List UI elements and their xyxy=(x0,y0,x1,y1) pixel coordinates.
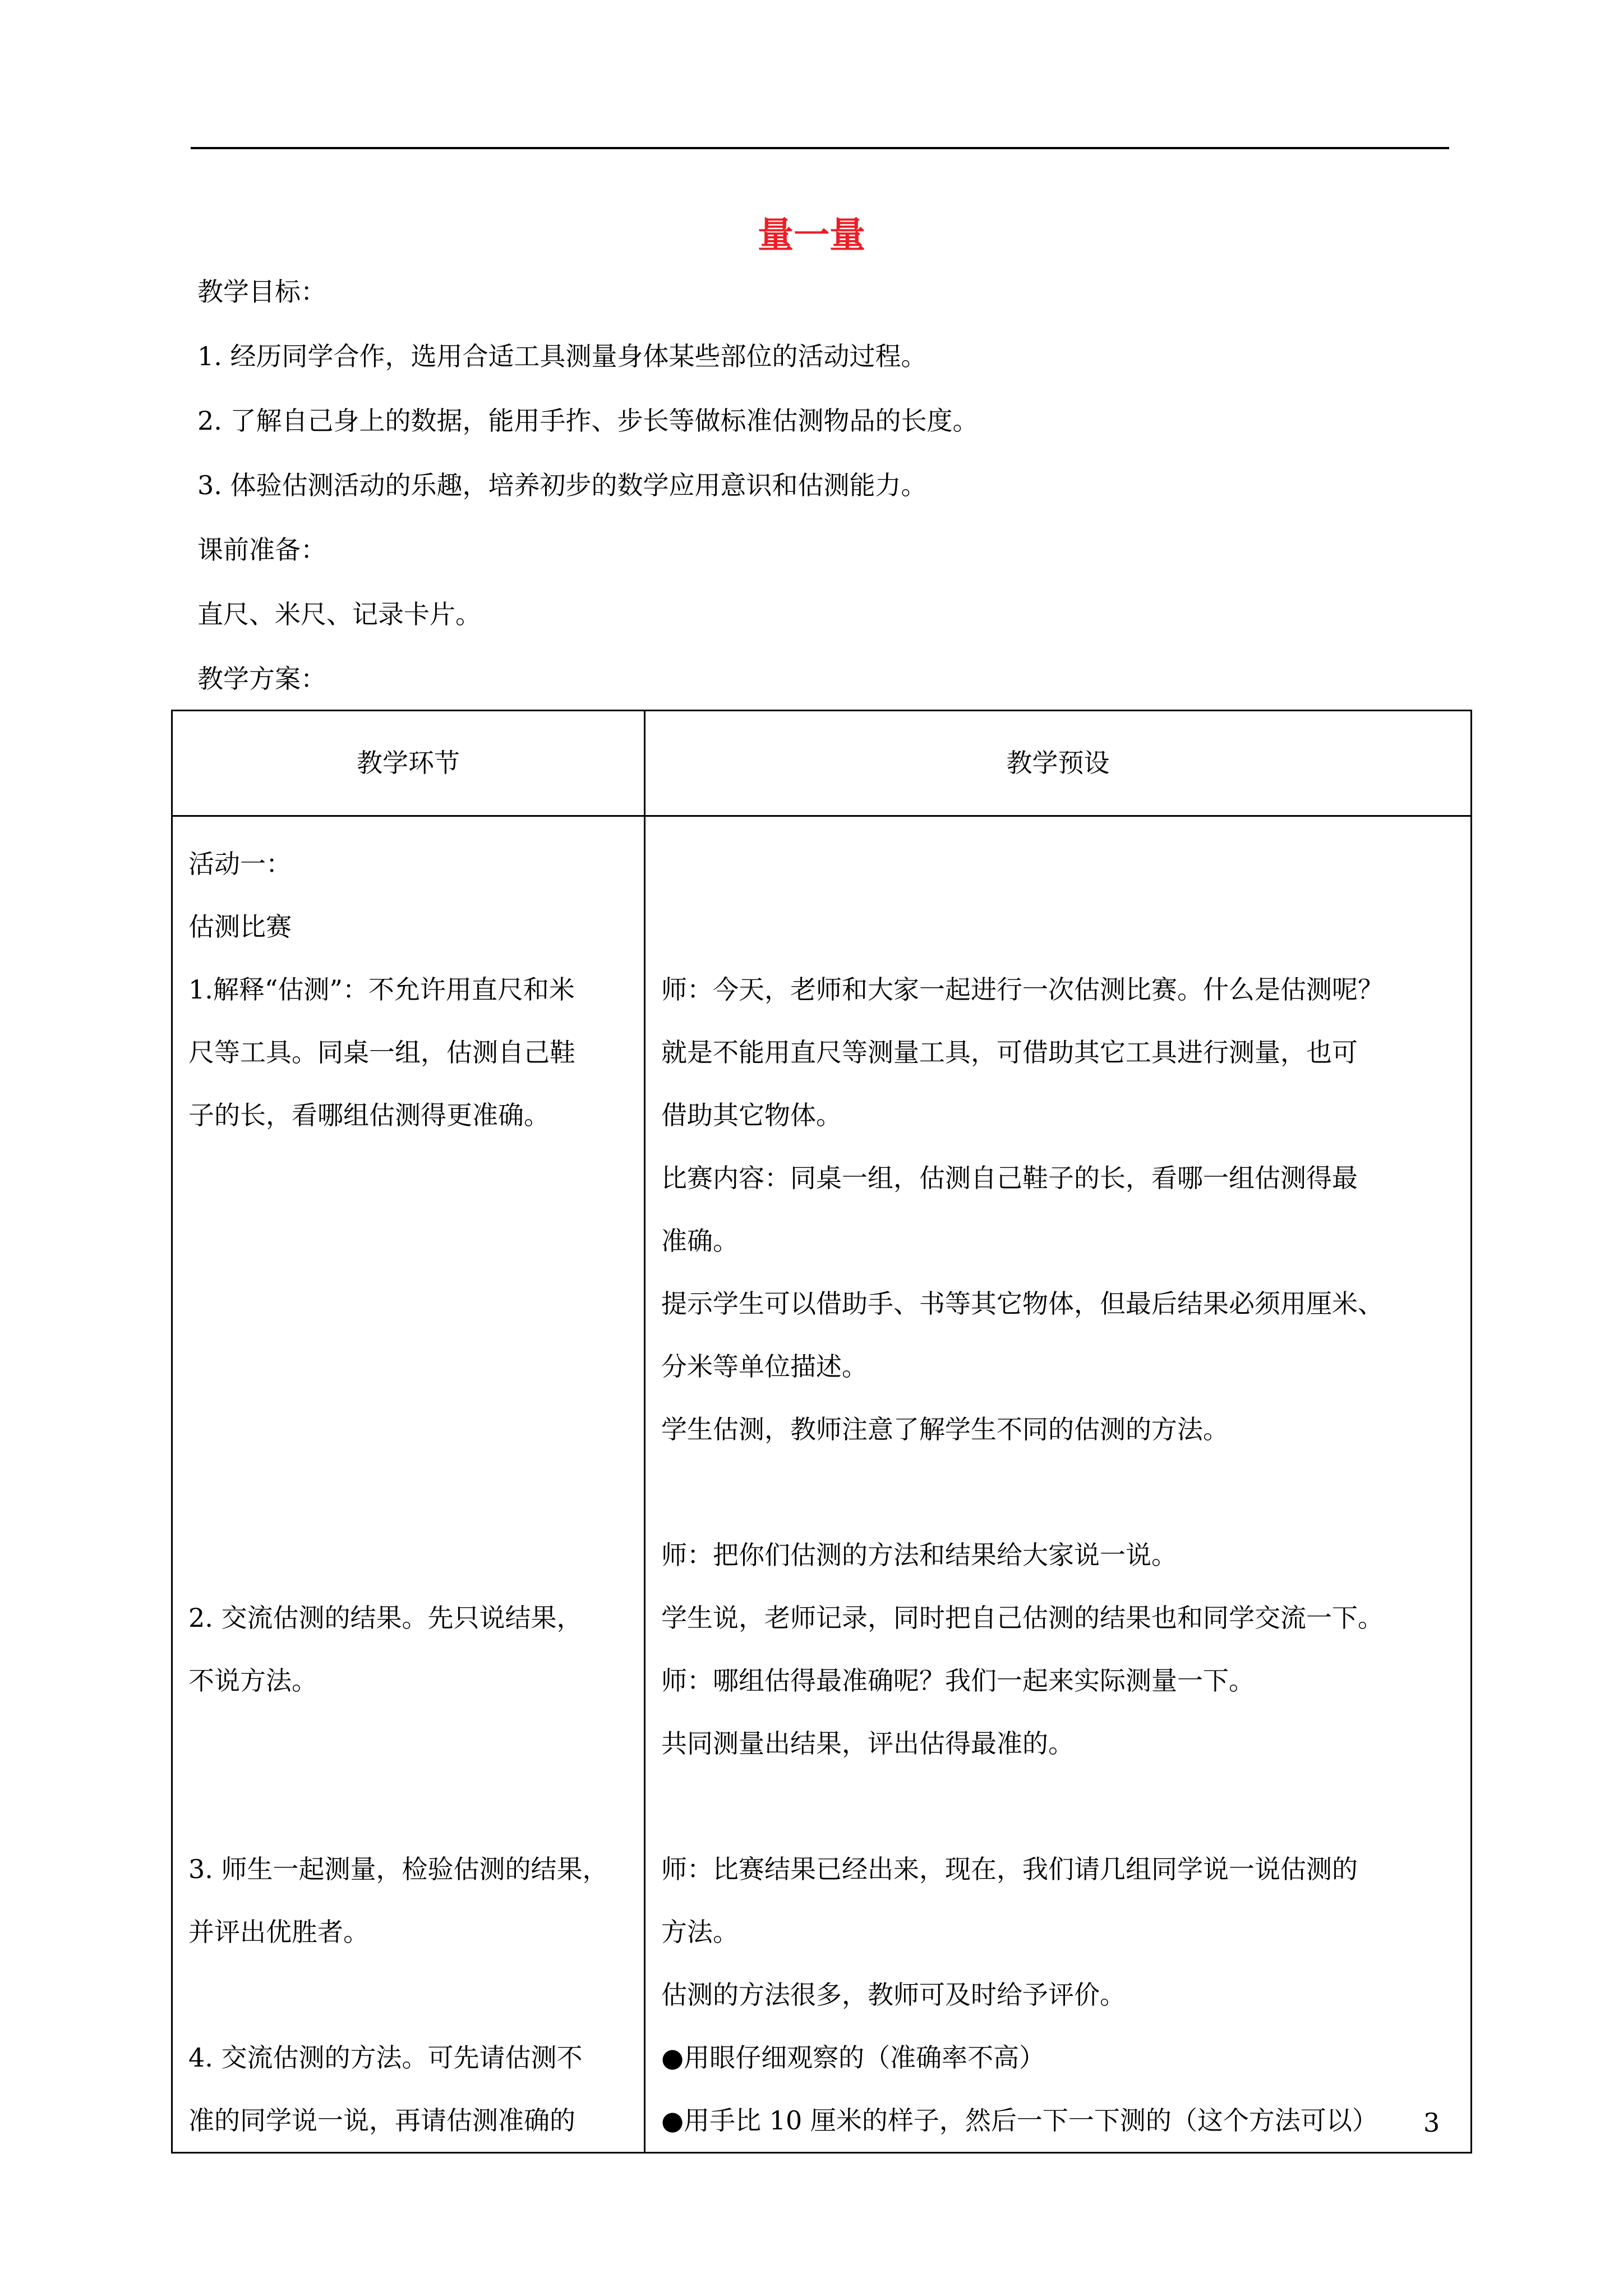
table-cell-line: 提示学生可以借助手、书等其它物体，但最后结果必须用厘米、 xyxy=(661,1289,1384,1319)
header-teaching-step: 教学环节 xyxy=(172,711,645,816)
table-cell-line: 师：把你们估测的方法和结果给大家说一说。 xyxy=(661,1540,1177,1570)
table-cell-line: 借助其它物体。 xyxy=(661,1100,842,1130)
table-cell-line: 1.解释“估测”：不允许用直尺和米 xyxy=(188,974,575,1005)
table-cell-line: 分米等单位描述。 xyxy=(661,1351,868,1382)
table-cell-line: 不说方法。 xyxy=(188,1665,317,1696)
table-row xyxy=(172,816,1472,2153)
table-cell-line: 4. 交流估测的方法。可先请估测不 xyxy=(188,2042,583,2073)
table-cell-line: 估测比赛 xyxy=(188,912,292,942)
table-cell-line xyxy=(661,895,1457,958)
prep-text: 直尺、米尺、记录卡片。 xyxy=(197,599,481,629)
table-cell-line: 2. 交流估测的结果。先只说结果， xyxy=(188,1603,583,1633)
objective-item-2: 2. 了解自己身上的数据，能用手拃、步长等做标准估测物品的长度。 xyxy=(197,406,979,436)
plan-heading: 教学方案： xyxy=(197,664,326,694)
table-cell-line: 师：今天，老师和大家一起进行一次估测比赛。什么是估测呢？ xyxy=(661,974,1384,1005)
table-header-row xyxy=(172,711,1472,816)
table-cell-line xyxy=(188,1712,631,1775)
table-cell-line: 学生说，老师记录，同时把自己估测的结果也和同学交流一下。 xyxy=(661,1603,1384,1633)
table-cell-line: ●用手比 10 厘米的样子，然后一下一下测的（这个方法可以） xyxy=(661,2105,1378,2136)
table-cell-line: ●用眼仔细观察的（准确率不高） xyxy=(661,2042,1045,2073)
right-cell-lines xyxy=(645,817,1470,2152)
table-cell-line: 师：哪组估得最准确呢？我们一起来实际测量一下。 xyxy=(661,1665,1255,1696)
objective-item-3: 3. 体验估测活动的乐趣，培养初步的数学应用意识和估测能力。 xyxy=(197,470,927,500)
right-cell xyxy=(645,816,1472,2153)
table-cell-line: 准的同学说一说，再请估测准确的 xyxy=(188,2105,575,2136)
table-cell-line: 学生估测，教师注意了解学生不同的估测的方法。 xyxy=(661,1414,1229,1444)
table-cell-line xyxy=(188,1524,631,1586)
table-cell-line xyxy=(188,1335,631,1398)
table-cell-line xyxy=(188,1461,631,1524)
table-cell-line xyxy=(188,1147,631,1209)
table-cell-line xyxy=(188,1398,631,1461)
header-teaching-preset: 教学预设 xyxy=(645,711,1472,816)
objectives-heading: 教学目标： xyxy=(197,277,326,307)
table-cell-line xyxy=(661,1775,1457,1838)
table-cell-line xyxy=(188,1209,631,1272)
table-cell-line: 师：比赛结果已经出来，现在，我们请几组同学说一说估测的 xyxy=(661,1854,1358,1884)
table-cell-line: 尺等工具。同桌一组，估测自己鞋 xyxy=(188,1037,575,1068)
table-cell-line: 活动一： xyxy=(188,849,292,879)
table-cell-line: 共同测量出结果，评出估得最准的。 xyxy=(661,1728,1074,1759)
table-cell-line: 比赛内容：同桌一组，估测自己鞋子的长，看哪一组估测得最 xyxy=(661,1163,1358,1193)
left-cell xyxy=(172,816,645,2153)
prep-heading: 课前准备： xyxy=(197,535,326,565)
table-cell-line xyxy=(188,1272,631,1335)
table-cell-line xyxy=(661,832,1457,895)
document-title: 量一量 xyxy=(758,214,865,256)
table-cell-line: 准确。 xyxy=(661,1226,739,1256)
left-cell-lines xyxy=(173,817,644,2152)
table-cell-line xyxy=(188,1775,631,1838)
table-cell-line: 3. 师生一起测量，检验估测的结果， xyxy=(188,1854,608,1884)
table-cell-line: 就是不能用直尺等测量工具，可借助其它工具进行测量，也可 xyxy=(661,1037,1358,1068)
table-cell-line: 方法。 xyxy=(661,1917,739,1947)
table-cell-line xyxy=(661,1461,1457,1524)
table-cell-line: 估测的方法很多，教师可及时给予评价。 xyxy=(661,1980,1126,2010)
table-cell-line: 子的长，看哪组估测得更准确。 xyxy=(188,1100,550,1130)
table-cell-line xyxy=(188,1963,631,2026)
page-number: 3 xyxy=(1423,2108,1440,2138)
header-rule xyxy=(191,147,1449,149)
table-cell-line: 并评出优胜者。 xyxy=(188,1917,369,1947)
teaching-plan-table xyxy=(171,710,1472,2154)
objective-item-1: 1. 经历同学合作，选用合适工具测量身体某些部位的活动过程。 xyxy=(197,341,927,371)
